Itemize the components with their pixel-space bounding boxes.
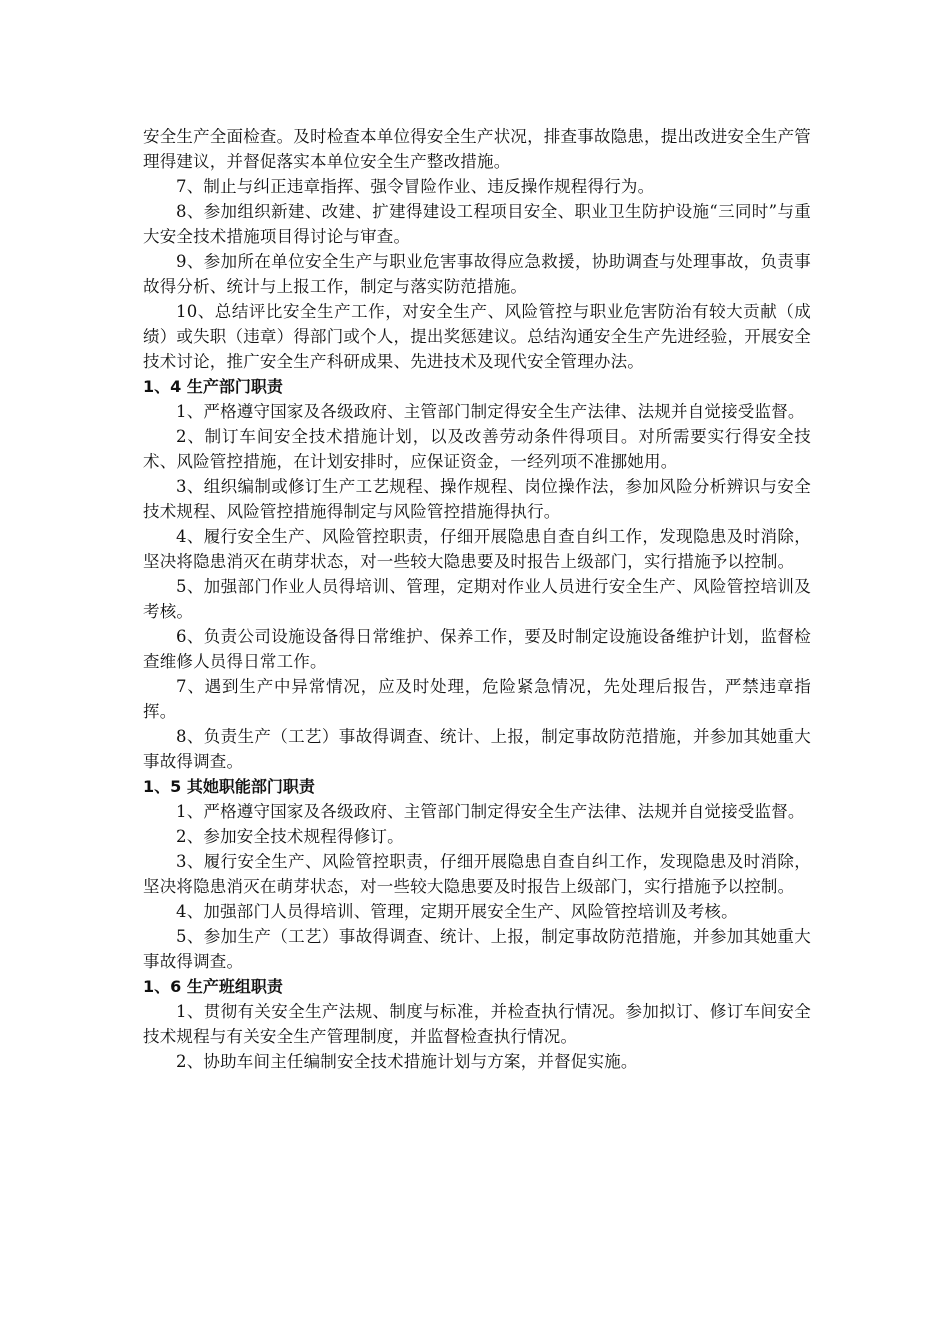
section-heading: 1、4 生产部门职责 bbox=[143, 377, 283, 396]
section-other-dept bbox=[143, 774, 811, 974]
paragraph: 3、组织编制或修订生产工艺规程、操作规程、岗位操作法，参加风险分析辨识与安全技术规程、风险管控措施得制定与风险管控措施得执行。 bbox=[143, 477, 811, 521]
section-heading: 1、6 生产班组职责 bbox=[143, 977, 283, 996]
paragraph: 安全生产全面检查。及时检查本单位得安全生产状况，排查事故隐患，提出改进安全生产管理得建议，并督促落实本单位安全生产整改措施。 bbox=[143, 127, 811, 171]
paragraph: 1、严格遵守国家及各级政府、主管部门制定得安全生产法律、法规并自觉接受监督。 bbox=[176, 402, 805, 421]
intro-section bbox=[143, 124, 811, 374]
paragraph: 3、履行安全生产、风险管控职责，仔细开展隐患自查自纠工作，发现隐患及时消除，坚决将隐患消灭在萌芽状态，对一些较大隐患要及时报告上级部门，实行措施予以控制。 bbox=[143, 852, 811, 896]
paragraph: 7、遇到生产中异常情况，应及时处理，危险紧急情况，先处理后报告，严禁违章指挥。 bbox=[143, 677, 811, 721]
paragraph: 9、参加所在单位安全生产与职业危害事故得应急救援，协助调查与处理事故，负责事故得分析、统计与上报工作，制定与落实防范措施。 bbox=[143, 252, 811, 296]
paragraph: 2、协助车间主任编制安全技术措施计划与方案，并督促实施。 bbox=[176, 1052, 638, 1071]
paragraph: 5、加强部门作业人员得培训、管理，定期对作业人员进行安全生产、风险管控培训及考核。 bbox=[143, 577, 811, 621]
paragraph: 1、贯彻有关安全生产法规、制度与标准，并检查执行情况。参加拟订、修订车间安全技术规程与有关安全生产管理制度，并监督检查执行情况。 bbox=[143, 1002, 811, 1046]
paragraph: 1、严格遵守国家及各级政府、主管部门制定得安全生产法律、法规并自觉接受监督。 bbox=[176, 802, 805, 821]
paragraph: 4、加强部门人员得培训、管理，定期开展安全生产、风险管控培训及考核。 bbox=[176, 902, 738, 921]
paragraph: 2、制订车间安全技术措施计划，以及改善劳动条件得项目。对所需要实行得安全技术、风险管控措施，在计划安排时，应保证资金，一经列项不准挪她用。 bbox=[143, 427, 811, 471]
section-heading: 1、5 其她职能部门职责 bbox=[143, 777, 315, 796]
paragraph: 7、制止与纠正违章指挥、强令冒险作业、违反操作规程得行为。 bbox=[176, 177, 655, 196]
document-page bbox=[143, 124, 811, 1074]
section-production-team bbox=[143, 974, 811, 1074]
paragraph: 10、总结评比安全生产工作，对安全生产、风险管控与职业危害防治有较大贡献（成绩）或失职（违章）得部门或个人，提出奖惩建议。总结沟通安全生产先进经验，开展安全技术讨论，推广安全生产科研成果、先进技术及现代安全管理办法。 bbox=[143, 302, 811, 371]
paragraph: 6、负责公司设施设备得日常维护、保养工作，要及时制定设施设备维护计划，监督检查维修人员得日常工作。 bbox=[143, 627, 811, 671]
paragraph: 5、参加生产（工艺）事故得调查、统计、上报，制定事故防范措施，并参加其她重大事故得调查。 bbox=[143, 927, 811, 971]
paragraph: 2、参加安全技术规程得修订。 bbox=[176, 827, 404, 846]
paragraph: 4、履行安全生产、风险管控职责，仔细开展隐患自查自纠工作，发现隐患及时消除，坚决将隐患消灭在萌芽状态，对一些较大隐患要及时报告上级部门，实行措施予以控制。 bbox=[143, 527, 811, 571]
section-production-dept bbox=[143, 374, 811, 774]
paragraph: 8、参加组织新建、改建、扩建得建设工程项目安全、职业卫生防护设施“三同时”与重大安全技术措施项目得讨论与审查。 bbox=[143, 202, 811, 246]
paragraph: 8、负责生产（工艺）事故得调查、统计、上报，制定事故防范措施，并参加其她重大事故得调查。 bbox=[143, 727, 811, 771]
